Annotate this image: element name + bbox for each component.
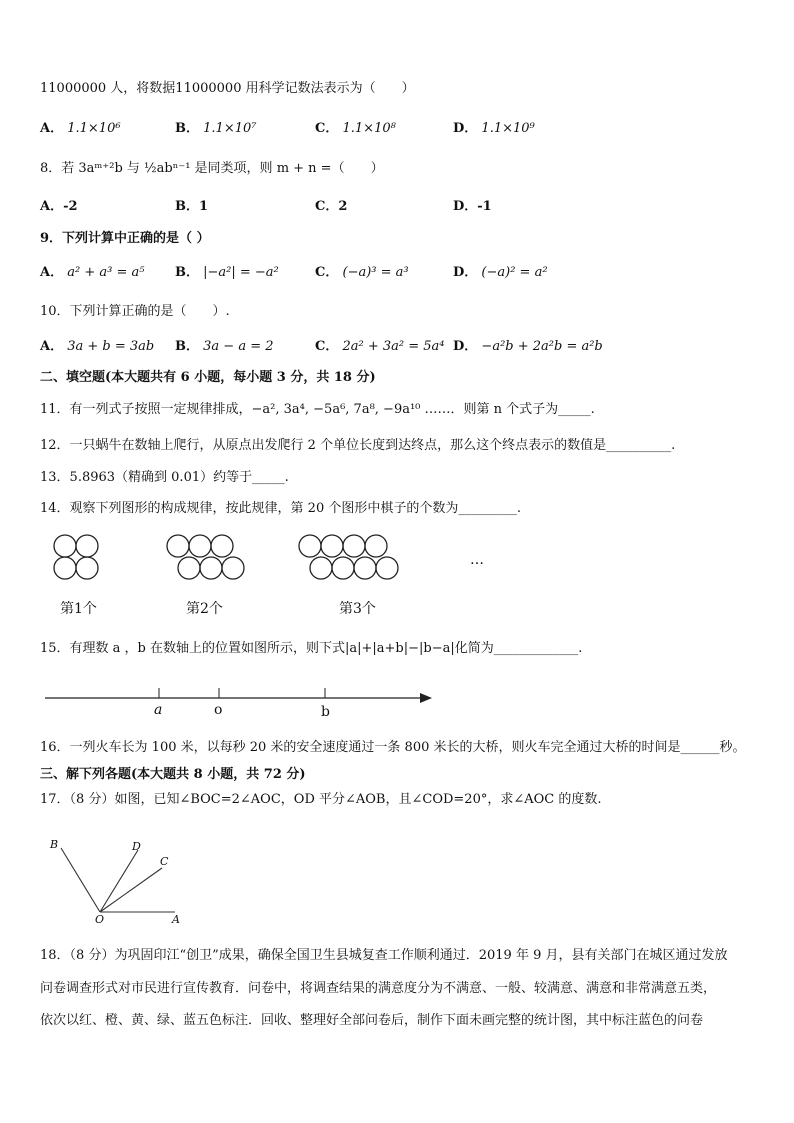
point-D-label: D xyxy=(132,840,141,853)
option-expression: 3a + b = 3ab xyxy=(67,339,155,354)
chess-pieces-figure xyxy=(40,530,510,622)
question-18-line-1: 18．（8 分）为巩固印江“创卫”成果，确保全国卫生县城复查工作顺利通过．2019 年 9 月，县有关部门在城区通过发放 xyxy=(40,948,728,963)
point-a-label: a xyxy=(154,702,163,718)
point-A-label: A xyxy=(172,913,180,926)
option-expression: a² + a³ = a⁵ xyxy=(67,265,145,280)
option-letter: C． xyxy=(315,265,339,280)
point-B-label: B xyxy=(50,838,59,851)
q10-option-c xyxy=(315,338,445,356)
point-O-label: O xyxy=(95,913,105,926)
section-heading-solve: 三、解下列各题(本大题共 8 小题，共 72 分) xyxy=(40,767,306,782)
question-14: 14．观察下列图形的构成规律，按此规律，第 20 个图形中棋子的个数为_________. xyxy=(40,501,521,516)
question-17: 17．（8 分）如图，已知∠BOC=2∠AOC，OD 平分∠AOB，且∠COD=20°，求∠AOC 的度数. xyxy=(40,792,602,807)
option-expression: -1 xyxy=(477,199,492,214)
q7-option-b xyxy=(175,120,256,138)
q8-option-b xyxy=(175,198,208,216)
point-b-label: b xyxy=(321,704,330,720)
option-letter: A． xyxy=(40,121,64,136)
option-expression: 3a − a = 2 xyxy=(203,339,274,354)
option-expression: 1.1×10⁷ xyxy=(203,121,257,136)
q9-option-d xyxy=(453,264,548,282)
ellipsis: … xyxy=(470,552,484,568)
option-letter: A． xyxy=(40,339,64,354)
q7-option-d xyxy=(453,120,535,138)
option-letter: A． xyxy=(40,265,64,280)
option-letter: D． xyxy=(453,121,478,136)
option-letter: D． xyxy=(453,265,478,280)
question-11: 11．有一列式子按照一定规律排成，−a², 3a⁴, −5a⁶, 7a⁸, −9a¹⁰ ……．则第 n 个式子为_____. xyxy=(40,402,595,417)
option-expression: |−a²| = −a² xyxy=(203,265,279,280)
option-expression: 1 xyxy=(199,199,209,214)
option-expression: -2 xyxy=(63,199,78,214)
question-18-line-3: 依次以红、橙、黄、绿、蓝五色标注．回收、整理好全部问卷后，制作下面未画完整的统计图，其中标注蓝色的问卷 xyxy=(40,1013,704,1028)
question-18-line-2: 问卷调查形式对市民进行宣传教育．问卷中，将调查结果的满意度分为不满意、一般、较满意、满意和非常满意五类， xyxy=(40,981,717,996)
q9-option-c xyxy=(315,264,409,282)
q7-option-c xyxy=(315,120,396,138)
option-letter: C． xyxy=(315,199,339,214)
option-letter: B． xyxy=(175,121,199,136)
question-15: 15．有理数 a ，b 在数轴上的位置如图所示，则下式|a|+|a+b|−|b−a|化简为_____________. xyxy=(40,641,583,656)
option-letter: B． xyxy=(175,265,199,280)
option-letter: D． xyxy=(453,339,478,354)
section-heading-fill-in: 二、填空题(本大题共有 6 小题，每小题 3 分，共 18 分) xyxy=(40,370,376,385)
question-12: 12．一只蜗牛在数轴上爬行，从原点出发爬行 2 个单位长度到达终点，那么这个终点表示的数值是__________. xyxy=(40,438,676,453)
q8-option-a xyxy=(40,198,78,216)
question-7-continuation: 11000000 人，将数据11000000 用科学记数法表示为（ ） xyxy=(40,81,415,96)
question-13: 13．5.8963（精确到 0.01）约等于_____. xyxy=(40,470,289,485)
q8-option-c xyxy=(315,198,347,216)
q7-option-a xyxy=(40,120,121,138)
option-letter: B． xyxy=(175,199,199,214)
q10-option-d xyxy=(453,338,603,356)
option-letter: B． xyxy=(175,339,199,354)
question-8: 8．若 3aᵐ⁺²b 与 ½abⁿ⁻¹ 是同类项，则 m + n =（ ） xyxy=(40,161,384,176)
option-expression: 1.1×10⁹ xyxy=(481,121,535,136)
option-expression: (−a)² = a² xyxy=(481,265,548,280)
option-expression: 1.1×10⁶ xyxy=(67,121,121,136)
option-expression: 2a² + 3a² = 5a⁴ xyxy=(342,339,445,354)
q10-option-b xyxy=(175,338,274,356)
q10-option-a xyxy=(40,338,154,356)
figure-2-label: 第2个 xyxy=(186,601,223,617)
q9-option-b xyxy=(175,264,279,282)
option-letter: C． xyxy=(315,121,339,136)
option-letter: A． xyxy=(40,199,64,214)
question-9: 9．下列计算中正确的是（ ） xyxy=(40,231,210,246)
figure-1-label: 第1个 xyxy=(60,601,97,617)
number-line-figure xyxy=(40,678,440,718)
point-C-label: C xyxy=(160,855,169,868)
origin-label: o xyxy=(214,702,223,718)
q9-option-a xyxy=(40,264,144,282)
question-10: 10．下列计算正确的是（ ）. xyxy=(40,304,230,319)
option-expression: −a²b + 2a²b = a²b xyxy=(481,339,603,354)
option-letter: D． xyxy=(453,199,478,214)
question-16: 16．一列火车长为 100 米，以每秒 20 米的安全速度通过一条 800 米长的大桥，则火车完全通过大桥的时间是______秒。 xyxy=(40,740,746,755)
figure-3-label: 第3个 xyxy=(339,601,376,617)
option-expression: 1.1×10⁸ xyxy=(342,121,396,136)
option-letter: C． xyxy=(315,339,339,354)
q8-option-d xyxy=(453,198,492,216)
option-expression: (−a)³ = a³ xyxy=(342,265,409,280)
option-expression: 2 xyxy=(338,199,348,214)
